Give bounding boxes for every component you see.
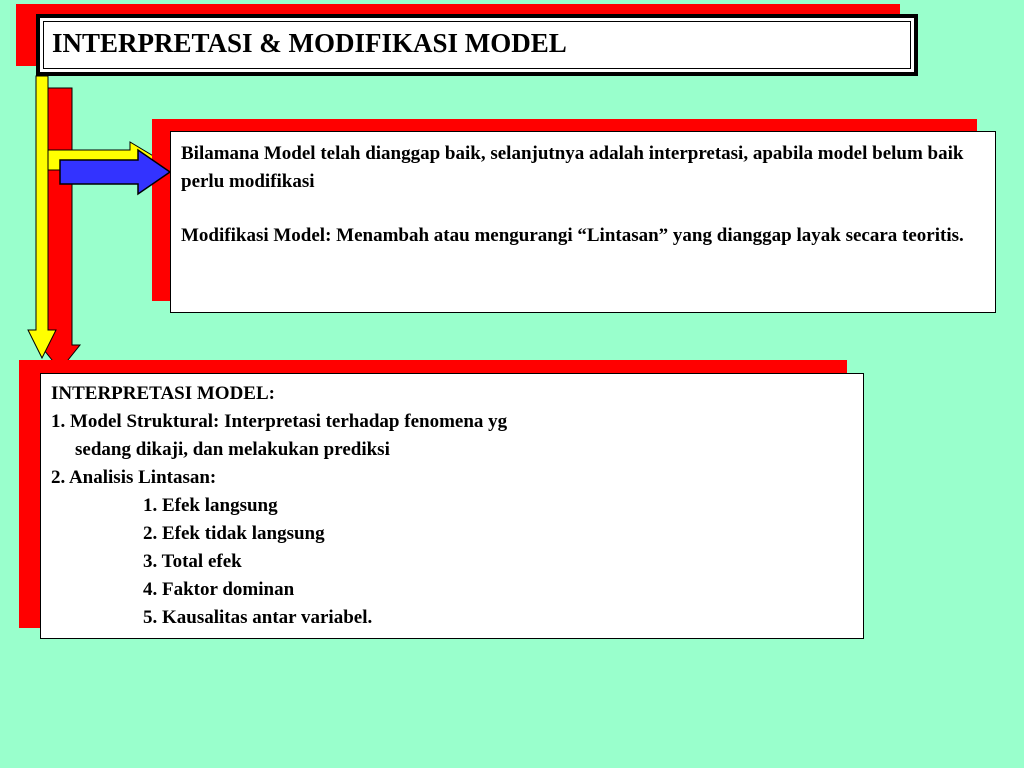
sub-list-item: 4. Faktor dominan: [143, 579, 295, 600]
modification-box: [170, 131, 996, 313]
modification-paragraph-2: Modifikasi Model: Menambah atau mengurangi “Lintasan” yang dianggap layak secara teoritis.: [181, 225, 964, 246]
sub-list-item: 2. Efek tidak langsung: [143, 523, 325, 544]
list-item-continuation: sedang dikaji, dan melakukan prediksi: [75, 439, 390, 460]
modification-paragraph-1: Bilamana Model telah dianggap baik, selanjutnya adalah interpretasi, apabila model belum baik perlu modifikasi: [181, 143, 964, 192]
sub-list-item: 3. Total efek: [143, 551, 242, 572]
interpretation-heading: INTERPRETASI MODEL:: [51, 383, 275, 404]
interpretation-box: [40, 373, 864, 639]
page-title: INTERPRETASI & MODIFIKASI MODEL: [52, 28, 567, 58]
sub-list-item: 1. Efek langsung: [143, 495, 278, 516]
blue-right-arrow-icon: [58, 148, 178, 198]
list-item: 1. Model Struktural: Interpretasi terhadap fenomena yg: [51, 411, 508, 432]
list-item: 2. Analisis Lintasan:: [51, 467, 217, 488]
sub-list-item: 5. Kausalitas antar variabel.: [143, 607, 373, 628]
